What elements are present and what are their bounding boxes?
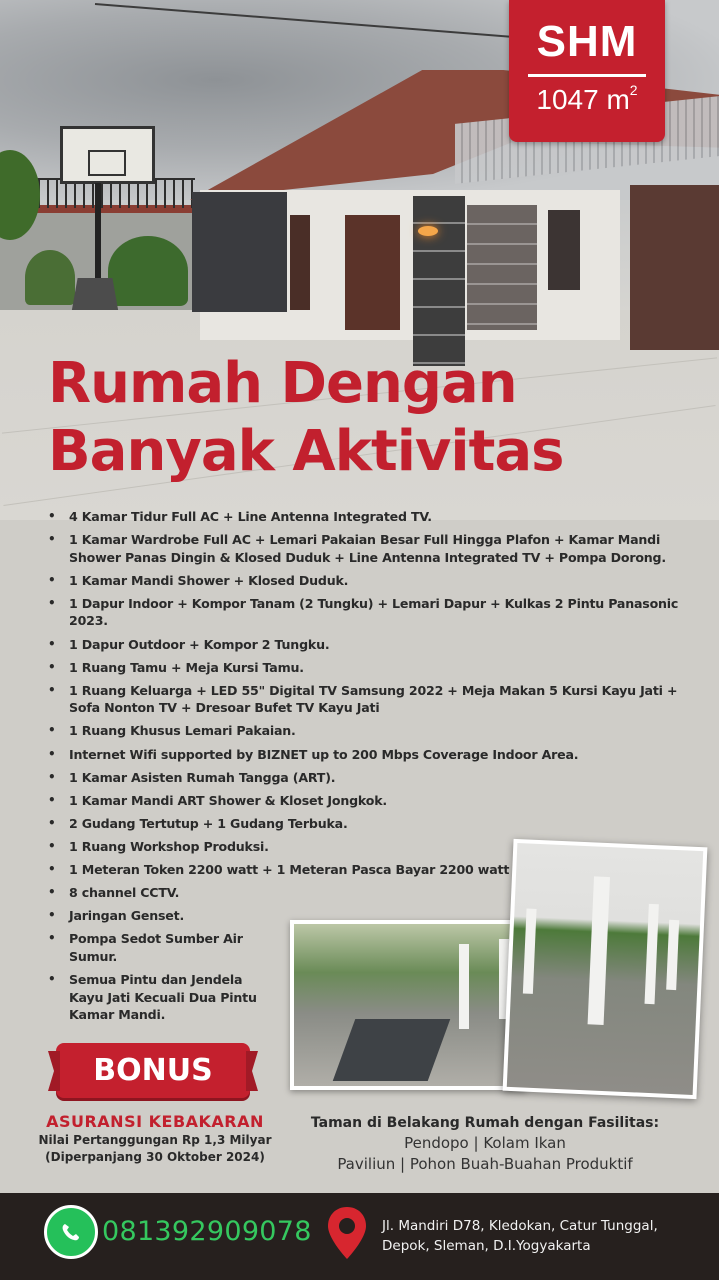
list-item: • 1 Kamar Asisten Rumah Tangga (ART). <box>48 769 688 787</box>
whatsapp-icon[interactable] <box>44 1205 98 1259</box>
list-item: • 1 Kamar Mandi Shower + Klosed Duduk. <box>48 572 688 590</box>
insurance-info <box>30 1112 280 1166</box>
garden-line-1: Pendopo | Kolam Ikan <box>404 1134 566 1152</box>
insurance-value: Nilai Pertanggungan Rp 1,3 Milyar <box>38 1133 272 1147</box>
list-item: • 1 Kamar Mandi ART Shower & Kloset Jongkok. <box>48 792 688 810</box>
garden-title: Taman di Belakang Rumah dengan Fasilitas: <box>310 1115 660 1131</box>
headline-line-2: Banyak Aktivitas <box>48 419 564 484</box>
insurance-extension: (Diperpanjang 30 Oktober 2024) <box>45 1150 265 1164</box>
land-area: 1047 $m^2$ <box>536 82 638 115</box>
headline-line-1: Rumah Dengan <box>48 351 517 416</box>
list-item: • 1 Meteran Token 2200 watt + 1 Meteran Pasca Bayar 2200 watt <box>48 861 688 879</box>
list-item: • 8 channel CCTV. <box>48 884 688 902</box>
garden-line-2: Paviliun | Pohon Buah-Buahan Produktif <box>337 1155 633 1173</box>
list-item: • Semua Pintu dan Jendela Kayu Jati Kecuali Dua Pintu Kamar Mandi. <box>48 971 278 1024</box>
garden-facilities <box>295 1113 675 1175</box>
list-item: • 1 Ruang Workshop Produksi. <box>48 838 688 856</box>
insurance-title: ASURANSI KEBAKARAN <box>46 1112 264 1131</box>
location-pin-icon <box>325 1205 369 1261</box>
headline <box>48 350 688 486</box>
pendopo-photo <box>503 839 708 1099</box>
list-item: • 2 Gudang Tertutup + 1 Gudang Terbuka. <box>48 815 688 833</box>
list-item: • 1 Kamar Wardrobe Full AC + Lemari Pakaian Besar Full Hingga Plafon + Kamar Mandi Shower Panas Dingin & Klosed Duduk + Line Antenna Integrated TV + Pompa Dorong. <box>48 531 688 566</box>
list-item: • 4 Kamar Tidur Full AC + Line Antenna Integrated TV. <box>48 508 688 526</box>
list-item: • 1 Dapur Outdoor + Kompor 2 Tungku. <box>48 636 688 654</box>
list-item: • 1 Ruang Tamu + Meja Kursi Tamu. <box>48 659 688 677</box>
list-item: • Jaringan Genset. <box>48 907 688 925</box>
phone-number[interactable]: 081392909078 <box>102 1216 312 1247</box>
address <box>382 1216 658 1256</box>
address-line-2: Depok, Sleman, D.I.Yogyakarta <box>382 1238 591 1254</box>
address-line-1: Jl. Mandiri D78, Kledokan, Catur Tunggal, <box>382 1218 658 1234</box>
list-item: • Pompa Sedot Sumber Air Sumur. <box>48 930 278 965</box>
list-item: • Internet Wifi supported by BIZNET up to 200 Mbps Coverage Indoor Area. <box>48 746 688 764</box>
list-item: • 1 Ruang Khusus Lemari Pakaian. <box>48 722 688 740</box>
list-item: • 1 Dapur Indoor + Kompor Tanam (2 Tungku) + Lemari Dapur + Kulkas 2 Pintu Panasonic 2023. <box>48 595 688 630</box>
list-item: • 1 Ruang Keluarga + LED 55" Digital TV Samsung 2022 + Meja Makan 5 Kursi Kayu Jati + Sofa Nonton TV + Dresoar Bufet TV Kayu Jati <box>48 682 688 717</box>
badge-title: SHM <box>536 17 638 66</box>
certificate-badge <box>509 0 665 142</box>
bonus-ribbon: BONUS <box>56 1043 250 1098</box>
garden-pond-photo <box>290 920 526 1090</box>
